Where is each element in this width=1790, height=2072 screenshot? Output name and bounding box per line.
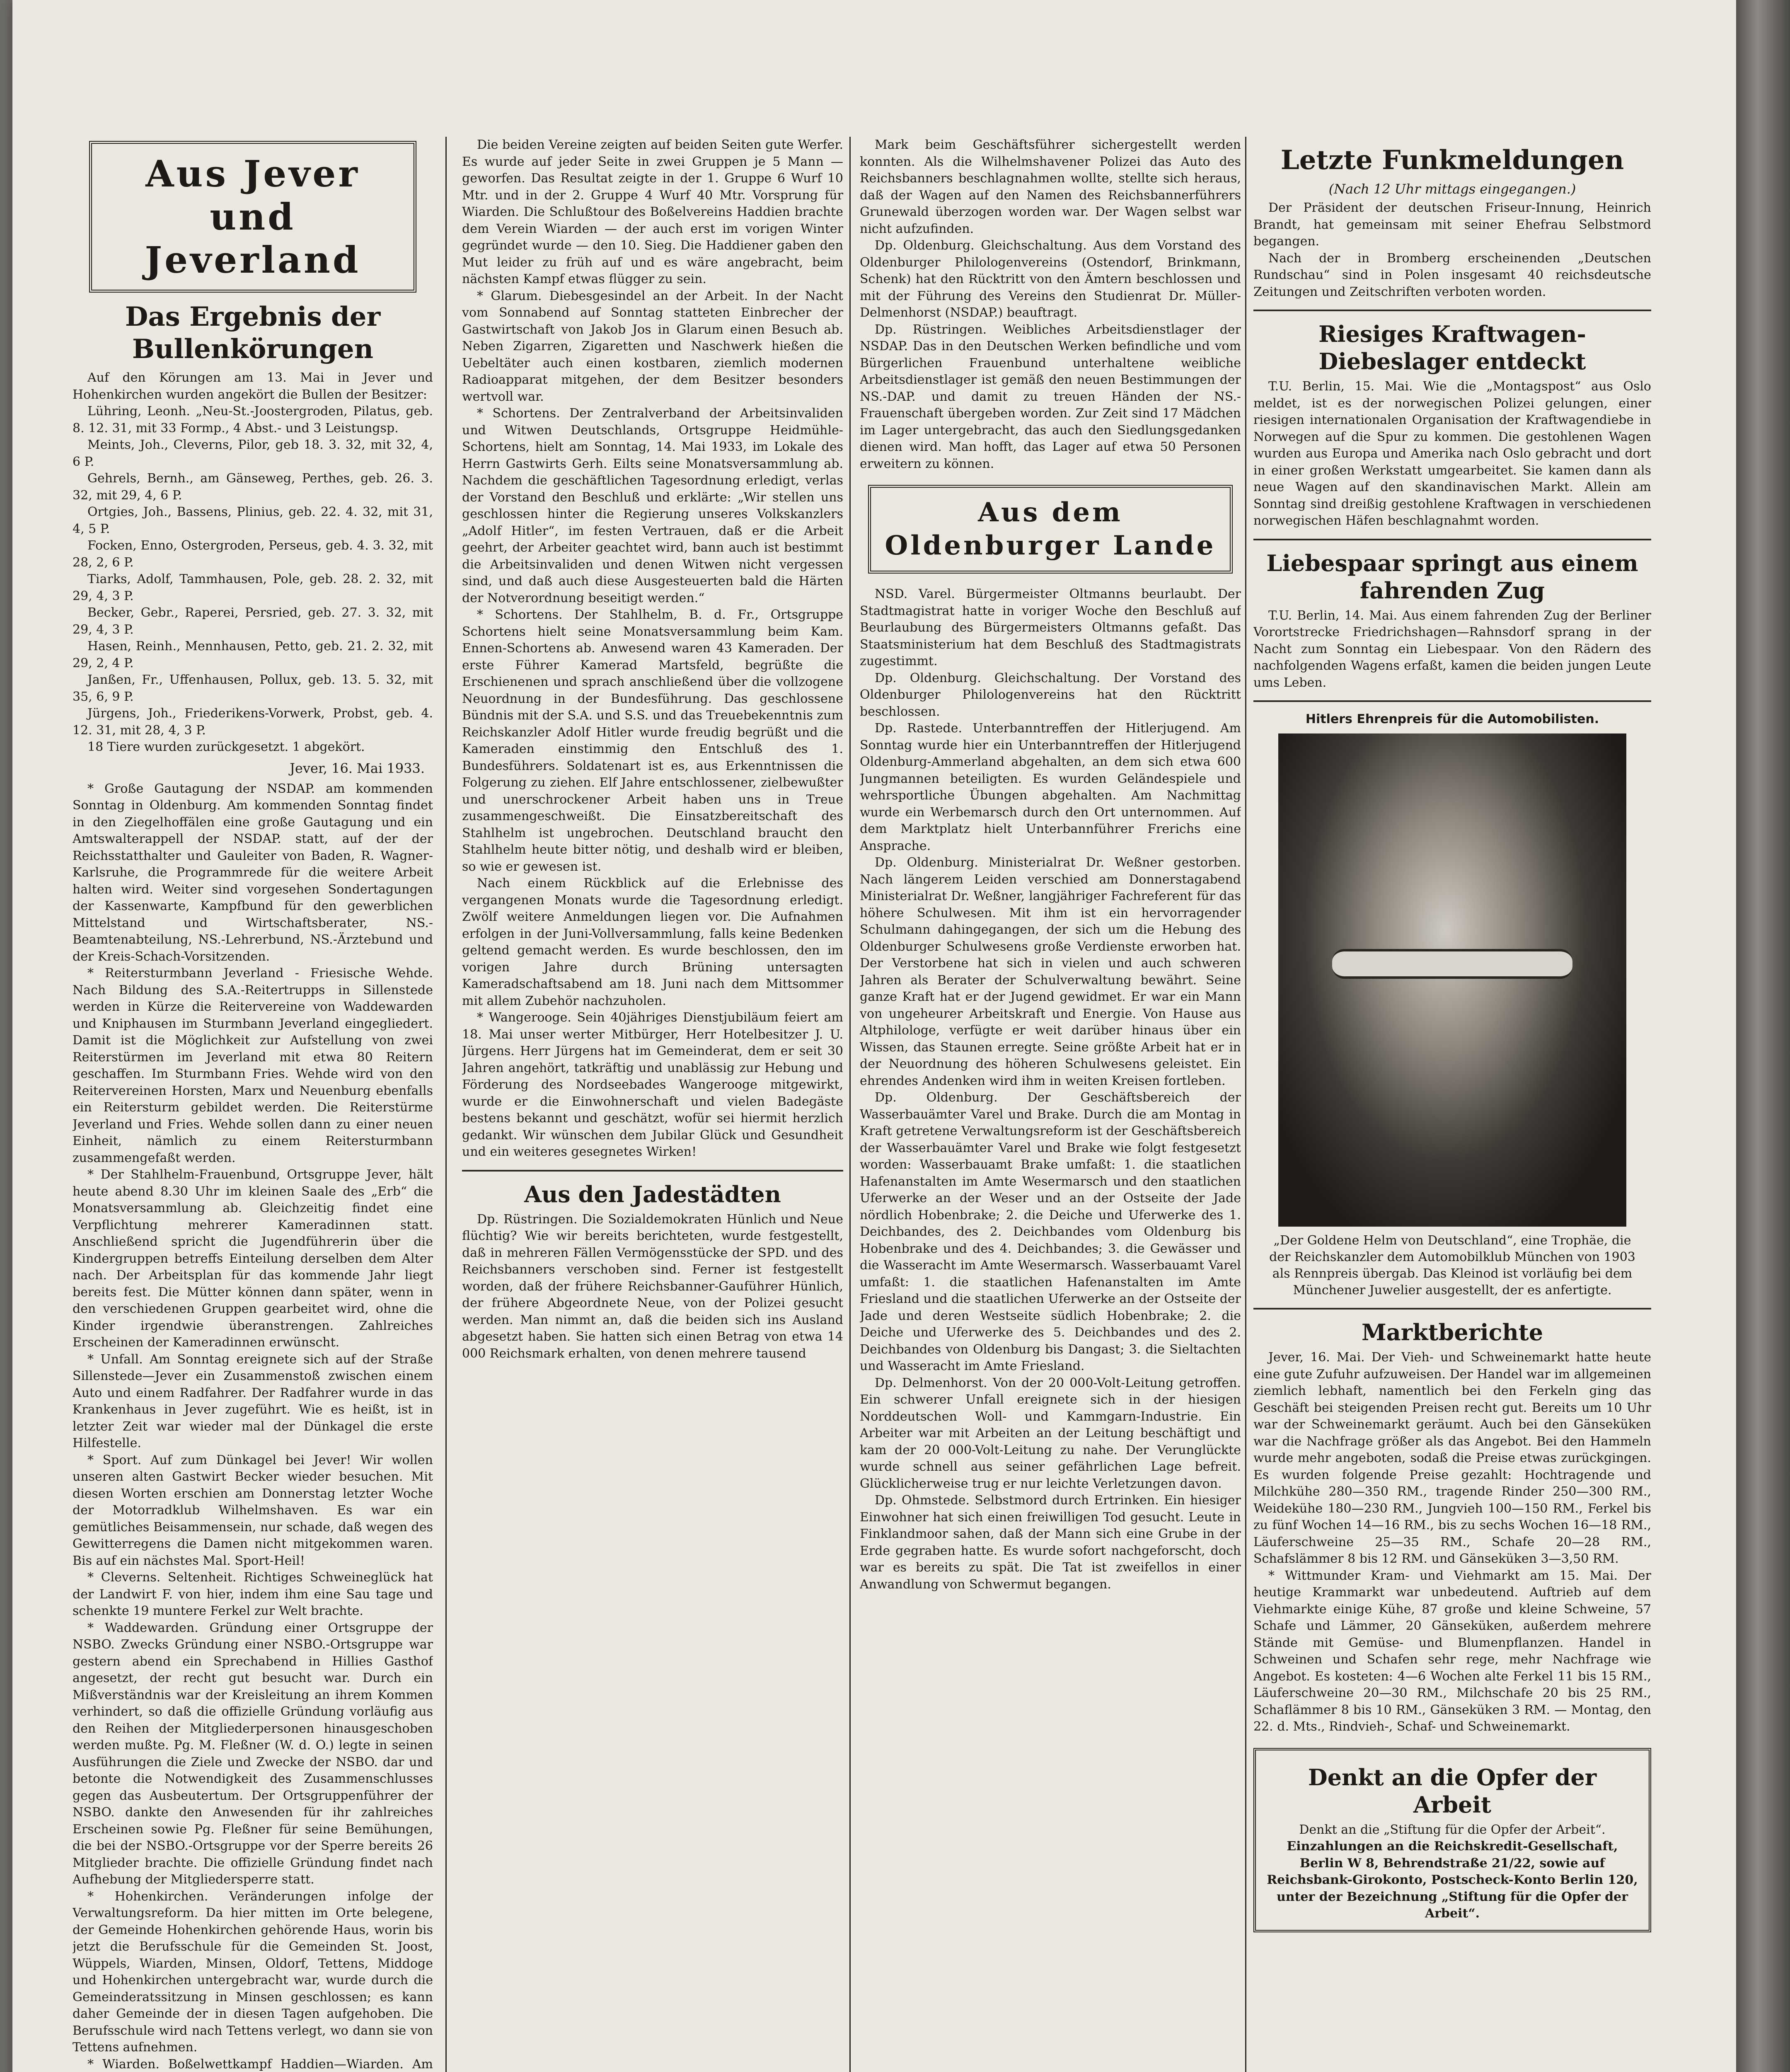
news-item: Dp. Rastede. Unterbanntreffen der Hitlerjugend. Am Sonntag wurde hier ein Unterbanntreffen der Hitlerjugend Oldenburg-Ammerland abgehalten, an dem sich etwa 600 Jungmannen beteiligten. Es wurden Geländespiele und wehrsportliche Übungen abgehalten. Am Nachmittag wurde ein Werbemarsch durch den Ort unternommen. Auf dem Marktplatz hielt Unterbannführer Frerichs eine Ansprache. <box>860 721 1241 853</box>
news-item: Dp. Rüstringen. Weibliches Arbeitsdienstlager der NSDAP. Das in den Deutschen Werken befindliche und vom Bürgerlichen Frauenbund unterhaltene weibliche Arbeitsdienstlager ist gemäß den neuen Bestimmungen der NS.-DAP. und damit zu treuen Händen der NS.-Frauenschaft übergeben worden. Zur Zeit sind 17 Mädchen im Lager untergebracht, das auch den Siedlungsgedanken dienen wird. Man hofft, das Lager auf etwa 50 Personen erweitern zu können. <box>860 322 1241 471</box>
news-item: Dp. Ohmstede. Selbstmord durch Ertrinken. Ein hiesiger Einwohner hat sich einen freiwilligen Tod gesucht. Leute in Finklandmoor sahen, daß der Mann sich eine Grube in der Erde gegraben hatte. Es wurde sofort nachgeforscht, doch war es bereits zu spät. Die Tat ist zweifellos in einer Anwandlung von Schwermut begangen. <box>860 1493 1241 1592</box>
column-3 <box>860 137 1241 1593</box>
notice-headline: Denkt an die Opfer der Arbeit <box>1308 1764 1597 1818</box>
market-item: Jever, 16. Mai. Der Vieh- und Schweinemarkt hatte heute eine gute Zufuhr aufzuweisen. Der Handel war im allgemeinen ziemlich lebhaft, namentlich bei den Ferkeln ging das Geschäft bei steigenden Preisen recht gut. Bereits um 10 Uhr war der Schweinemarkt geräumt. Auch bei den Gänseküken war die Nachfrage größer als das Angebot. Bei den Hammeln wurde mehr angeboten, sodaß die Preise etwas zurückgingen. Es wurden folgende Preise gezahlt: Hochtragende und Milchkühe 280—350 RM., tragende Rinder 250—300 RM., Weidekühe 180—230 RM., Jungvieh 100—150 RM., Ferkel bis zu fünf Wochen 14—16 RM., bis zu sechs Wochen 16—18 RM., Läuferschweine 25—35 RM., Schafe 20—28 RM., Schafslämmer 8 bis 12 RM. und Gänseküken 3—3,50 RM. <box>1253 1350 1651 1566</box>
local-news-list <box>73 781 433 2072</box>
news-item: Dp. Oldenburg. Gleichschaltung. Der Vorstand des Oldenburger Philologenvereins hat den Rücktritt beschlossen. <box>860 670 1241 719</box>
news-item: * Schortens. Der Zentralverband der Arbeitsinvaliden und Witwen Deutschlands, Ortsgruppe Heidmühle-Schortens, hielt am Sonntag, 14. Mai 1933, im Lokale des Herrn Gastwirts Gerh. Eilts seine Monatsversammlung ab. Nachdem die geschäftlichen Tagesordnung erledigt, verlas der Vorstand den Beschluß und erklärte: „Wir stellen uns geschlossen hinter die Regierung unseres Volkskanzlers „Adolf Hitler“, im festen Vertrauen, daß er die Arbeit geehrt, der Arbeiter geachtet wird, bann auch ist bestimmt die Arbeitsinvaliden und denen Witwen nicht vergessen sind, und daß auch diese Ausgesteuerten bald die Härten der Notverordnung beseitigt werden.“ <box>462 406 843 605</box>
oldenburg-news-list <box>860 586 1241 1593</box>
section-header-jever: Aus Jever und Jeverland <box>89 141 416 293</box>
news-item: Dp. Oldenburg. Der Geschäftsbereich der Wasserbauämter Varel und Brake. Durch die am Montag in Kraft getretene Verwaltungsreform ist der Geschäftsbereich der Wasserbauämter Varel und Brake wie folgt festgesetzt worden: Wasserbauamt Brake umfaßt: 1. die staatlichen Hafenanstalten im Amte Wesermarsch und den staatlichen Uferwerke an der Weser und an der Ostseite der Jade nördlich Hobenbrake; 2. die Deiche und Uferwerke des 1. Deichbandes, des 2. Deichbandes vom Oldenburg bis Hobenbrake und des 4. Deichbandes; 3. die Gewässer und die Wasseracht im Amte Wesermarsch. Wasserbauamt Varel umfaßt: 1. die staatlichen Hafenanstalten im Amte Friesland und die staatlichen Uferwerke an der Ostseite der Jade und deren Westseite südlich Hobenbrake; 2. die Deiche und Uferwerke des 5. Deichbandes und des 2. Deichbandes von Oldenburg bis Dangast; 3. die Sieltachten und Wasseracht im Amte Friesland. <box>860 1090 1241 1373</box>
notice-text: Einzahlungen an die Reichskredit-Gesellschaft, Berlin W 8, Behrendstraße 21/22, sowie auf Reichsbank-Girokonto, Postscheck-Konto Berlin 120, unter der Bezeichnung „Stiftung für die Opfer der Arbeit“. <box>1267 1839 1638 1921</box>
article-liebespaar: T.U. Berlin, 14. Mai. Aus einem fahrenden Zug der Berliner Vorortstrecke Friedrichshagen—Rahnsdorf sprang in der Nacht zum Sonntag ein Liebespaar. Von den Rädern des nachfolgenden Wagens erfaßt, kamen die beiden jungen Leute ums Leben. <box>1253 608 1651 690</box>
news-item: * Hohenkirchen. Veränderungen infolge der Verwaltungsreform. Da hier mitten im Orte belegene, der Gemeinde Hohenkirchen gehörende Haus, worin bis jetzt die Berufsschule für die Gemeinden St. Joost, Wüppels, Wiarden, Minsen, Oldorf, Tettens, Middoge und Hohenkirchen untergebracht war, wurde durch die Gemeinderatssitzung in Minsen geschlossen; es kann daher Gemeinde der in diesen Tagen aufgehoben. Die Berufsschule wird nach Tettens verlegt, wo dann sie von Tettens aufnehmen. <box>73 1889 433 2055</box>
funk-item: Nach der in Bromberg erscheinenden „Deutschen Rundschau“ sind in Polen insgesamt 40 reichsdeutsche Zeitungen und Zeitschriften verboten worden. <box>1253 251 1651 299</box>
bull-entry: Jürgens, Joh., Friederikens-Vorwerk, Probst, geb. 4. 12. 31, mit 28, 4, 3 P. <box>73 706 433 738</box>
bull-list <box>73 370 433 756</box>
market-reports <box>1253 1349 1651 1736</box>
news-item: * Waddewarden. Gründung einer Ortsgruppe der NSBO. Zwecks Gründung einer NSBO.-Ortsgruppe war gestern abend ein Sprechabend in Hillies Gasthof angesetzt, der recht gut besucht war. Durch ein Mißverständnis war der Kreisleitung an ihrem Kommen verhindert, so daß die offizielle Gründung vorläufig aus den Reihen der Mitgliederpersonen hinausgeschoben werden mußte. Pg. M. Fleßner (W. d. O.) legte in seinen Ausführungen die Ziele und Zwecke der NSBO. dar und betonte die Notwendigkeit des Zusammenschlusses gegen das Ausbeutertum. Der Ortsgruppenführer der NSBO. dankte den Anwesenden für ihr zahlreiches Erscheinen sowie Pg. Fleßner für seine Bemühungen, die bei der NSBO.-Ortsgruppe vor der Sperre bereits 26 Mitglieder brachte. Die offizielle Gründung findet nach Aufhebung der Mitgliedersperre statt. <box>73 1620 433 1887</box>
separator <box>1253 539 1651 540</box>
news-item: Dp. Oldenburg. Ministerialrat Dr. Weßner gestorben. Nach längerem Leiden verschied am Donnerstagabend Ministerialrat Dr. Weßner, langjähriger Fachreferent für das höhere Schulwesen. Mit ihm ist ein hervorragender Schulmann dahingegangen, der sich um die Hebung des Oldenburger Schulwesens große Verdienste erworben hat. Der Verstorbene hat sich in vielen und auch schweren Jahren als Berater der Schulverwaltung bewährt. Seine ganze Kraft hat er der Jugend gewidmet. Er war ein Mann von ungeheurer Arbeitskraft und Energie. Von Hause aus Altphilologe, verfügte er weit darüber hinaus über ein Wissen, das Staunen erregte. Seine größte Arbeit hat er in der Neuordnung des höheren Schulwesens geleistet. Ein ehrendes Andenken wird ihm in weiten Kreisen fortleben. <box>860 855 1241 1088</box>
news-item: * Der Stahlhelm-Frauenbund, Ortsgruppe Jever, hält heute abend 8.30 Uhr im kleinen Saale des „Erb“ die Monatsversammlung ab. Gleichzeitig findet eine Verpflichtung mehrerer Kameradinnen statt. Anschließend spricht die Jugendführerin über die Kindergruppen betreffs Einteilung derselben dem Alter nach. Der Arbeitsplan für das kommende Jahr liegt bereits fest. Die Mütter können dann später, wenn in den verschiedenen Gruppen gearbeitet wird, ohne die Kinder irgendwie überanstrengen. Zahlreiches Erscheinen der Kameradinnen erwünscht. <box>73 1167 433 1350</box>
news-item: Die beiden Vereine zeigten auf beiden Seiten gute Werfer. Es wurde auf jeder Seite in zwei Gruppen je 5 Mann — geworfen. Das Resultat zeigte in der 1. Gruppe 6 Wurf 10 Mtr. und in der 2. Gruppe 4 Wurf 40 Mtr. Vorsprung für Wiarden. Die Schlußtour des Boßelvereins Haddien brachte dem Verein Wiarden — der auch erst im vorigen Winter gegründet wurde — den 10. Sieg. Die Haddiener gaben den Mut leider zu früh auf und es wäre angebracht, beim nächsten Kampf etwas flügger zu sein. <box>462 138 843 286</box>
news-item: Mark beim Geschäftsführer sichergestellt werden konnten. Als die Wilhelmshavener Polizei das Auto des Reichsbanners beschlagnahmen wollte, stellte sich heraus, daß der Wagen auf den Namen des Reichsbannerführers Grunewald überzogen worden war. Der Wagen selbst war nicht aufzufinden. <box>860 138 1241 236</box>
separator <box>1253 700 1651 702</box>
jade-news-list <box>462 1211 843 1363</box>
headline-marktberichte: Marktberichte <box>1361 1319 1543 1346</box>
column-rule <box>445 137 447 2072</box>
helmet-photo <box>1278 733 1626 1227</box>
news-item: Dp. Oldenburg. Gleichschaltung. Aus dem Vorstand des Oldenburger Philologenvereins (Ostendorf, Brinkmann, Schenk) hat den Rücktritt von den Ämtern beschlossen und mit der Führung des Vereins den Studienrat Dr. Müller-Delmenhorst (NSDAP.) beauftragt. <box>860 238 1241 320</box>
news-item: * Unfall. Am Sonntag ereignete sich auf der Straße Sillenstede—Jever ein Zusammenstoß zwischen einem Auto und einem Radfahrer. Der Radfahrer wurde in das Krankenhaus in Jever zugeführt. Wie es heißt, ist in letzter Zeit war wieder mal der Dünkagel die erste Hilfestelle. <box>73 1352 433 1450</box>
bull-entry: Hasen, Reinh., Mennhausen, Petto, geb. 21. 2. 32, mit 29, 2, 4 P. <box>73 639 433 670</box>
headline-jadestaedte: Aus den Jadestädten <box>524 1181 781 1208</box>
bull-entry: Ortgies, Joh., Bassens, Plinius, geb. 22. 4. 32, mit 31, 4, 5 P. <box>73 505 433 536</box>
bull-entry: Lühring, Leonh. „Neu-St.-Joostergroden, Pilatus, geb. 8. 12. 31, mit 33 Formp., 4 Abst.- und 3 Leistungsp. <box>73 404 433 436</box>
market-item: * Wittmunder Kram- und Viehmarkt am 15. Mai. Der heutige Krammarkt war unbedeutend. Auftrieb auf dem Viehmarkte einige Kühe, 87 große und kleine Schweine, 57 Schafe und Lämmer, 20 Gänseküken, außerdem mehrere Stände mit Gemüse- und Blumenpflanzen. Handel in Schweinen und Schafen sehr rege, mehr Nachfrage wie Angebot. Es kosteten: 4—6 Wochen alte Ferkel 11 bis 15 RM., Läuferschweine 20—30 RM., Milchschafe 20 bis 25 RM., Schaflämmer 8 bis 10 RM., Gänseküken 3 RM. — Montag, den 22. d. Mts., Rindvieh-, Schaf- und Schweinemarkt. <box>1253 1568 1651 1734</box>
news-item: Nach einem Rückblick auf die Erlebnisse des vergangenen Monats wurde die Tagesordnung erledigt. Zwölf weitere Anmeldungen liegen vor. Die Aufnahmen erfolgen in der Juni-Vollversammlung, falls keine Bedenken geltend gemacht werden. Es wurde beschlossen, den im vorigen Jahre durch Brüning untersagten Kameradschaftsabend am 18. Juni nach dem Mittsommer mit allem Zubehör nachzuholen. <box>462 876 843 1008</box>
news-item: NSD. Varel. Bürgermeister Oltmanns beurlaubt. Der Stadtmagistrat hatte in voriger Woche den Beschluß auf Beurlaubung des Bürgermeisters Oltmanns gefaßt. Das Staatsministerium hat dem Beschluß des Stadtmagistrats zugestimmt. <box>860 587 1241 668</box>
news-item: * Cleverns. Seltenheit. Richtiges Schweineglück hat der Landwirt F. von hier, indem ihm eine Sau tage und schenkte 19 muntere Ferkel zur Welt brachte. <box>73 1570 433 1618</box>
news-item: * Reitersturmbann Jeverland - Friesische Wehde. Nach Bildung des S.A.-Reitertrupps in Sillenstede werden in Kürze die Reitervereine von Waddewarden und Kniphausen im Sturmbann Jeverland eingegliedert. Damit ist die Möglichkeit zur Aufstellung von zwei Reiterstürmen im Jeverland mit etwa 80 Reitern geschaffen. Im Sturmbann Fries. Wehde wird von den Reitervereinen Horsten, Marx und Neuenburg ebenfalls ein Reitersturm gebildet werden. Die Reiterstürme Jeverland und Fries. Wehde sollen dann zu einer neuen Einheit, nämlich zu einem Reitersturmbann zusammengefaßt werden. <box>73 966 433 1165</box>
separator <box>462 1170 843 1172</box>
bull-entry: Becker, Gebr., Raperei, Persried, geb. 27. 3. 32, mit 29, 4, 3 P. <box>73 605 433 637</box>
news-list <box>860 137 1241 472</box>
separator <box>1253 310 1651 311</box>
local-news-list <box>462 137 843 1161</box>
bull-entry: Tiarks, Adolf, Tammhausen, Pole, geb. 28. 2. 32, mit 29, 4, 3 P. <box>73 572 433 603</box>
column-1 <box>73 137 433 2072</box>
column-rule <box>849 137 851 2072</box>
funk-item: Der Präsident der deutschen Friseur-Innung, Heinrich Brandt, hat gemeinsam mit seiner Ehefrau Selbstmord begangen. <box>1253 201 1651 249</box>
headline-kraftwagen: Riesiges Kraftwagen-Diebeslager entdeckt <box>1318 321 1586 375</box>
funk-note: (Nach 12 Uhr mittags eingegangen.) <box>1328 181 1576 197</box>
news-item: * Glarum. Diebesgesindel an der Arbeit. In der Nacht vom Sonnabend auf Sonntag statteten Einbrecher der Gastwirtschaft von Jakob Jos in Glarum einen Besuch ab. Neben Zigarren, Zigaretten und Naschwerk hießen die Uebeltäter auch einen kostbaren, ziemlich modernen Radioapparat mitgehen, der dem Besitzer besonders wertvoll war. <box>462 288 843 404</box>
bull-entry: Janßen, Fr., Uffenhausen, Pollux, geb. 13. 5. 32, mit 35, 6, 9 P. <box>73 673 433 704</box>
separator <box>1253 1308 1651 1310</box>
bull-entry: 18 Tiere wurden zurückgesetzt. 1 abgekört. <box>87 740 365 754</box>
news-item: * Sport. Auf zum Dünkagel bei Jever! Wir wollen unseren alten Gastwirt Becker wieder besuchen. Mit diesen Worten erschien am Donnerstag letzter Woche der Motorradklub Wilhelmshaven. Es war ein gemütliches Beisammensein, nur schade, daß wegen des Gewitterregens die Damen nicht mitgekommen waren. Bis auf ein nächstes Mal. Sport-Heil! <box>73 1452 433 1568</box>
bull-entry: Gehrels, Bernh., am Gänseweg, Perthes, geb. 26. 3. 32, mit 29, 4, 6 P. <box>73 471 433 503</box>
photo-caption: „Der Goldene Helm von Deutschland“, eine Trophäe, die der Reichskanzler dem Automobilklub München von 1903 als Rennpreis übergab. Das Kleinod ist vorläufig bei dem Münchener Juwelier ausgestellt, der es anfertigte. <box>1269 1233 1635 1297</box>
headline-funkmeldungen: Letzte Funkmeldungen <box>1280 145 1624 176</box>
news-item: * Wiarden. Boßelwettkampf Haddien—Wiarden. Am <box>87 2057 433 2072</box>
news-item: * Schortens. Der Stahlhelm, B. d. Fr., Ortsgruppe Schortens hielt seine Monatsversammlung beim Kam. Ennen-Schortens ab. Anwesend waren 43 Kameraden. Der erste Führer Kamerad Martsfeld, begrüßte die Erschienenen und sprach anschließend über die vollzogene Neuordnung in der Bundesführung. Das geschlossene Bündnis mit der S.A. und S.S. und das Treuebekenntnis zum Reichskanzler Adolf Hitler wurde freudig begrüßt und die Kameraden einstimmig den Entschluß des 1. Bundesführers. Soldatenart ist es, aus Erkenntnissen die Folgerung zu ziehen. Elf Jahre entschlossener, zielbewußter und unerschrockener Arbeit haben uns in Treue zusammengeschweißt. Die Einsatzbereitschaft des Stahlhelm ist ungebrochen. Deutschland braucht den Stahlhelm heute bitter nötig, und deshalb wird er bleiben, so wie er gewesen ist. <box>462 608 843 874</box>
section-header-oldenburg: Aus dem Oldenburger Lande <box>868 485 1233 574</box>
notice-subline: Denkt an die „Stiftung für die Opfer der Arbeit“. <box>1299 1822 1606 1837</box>
headline-liebespaar: Liebespaar springt aus einem fahrenden Zug <box>1266 549 1638 604</box>
newspaper-page <box>12 0 1736 2072</box>
notice-box <box>1253 1748 1651 1932</box>
news-item: Dp. Rüstringen. Die Sozialdemokraten Hünlich und Neue flüchtig? Wie wir bereits berichteten, wurde festgestellt, daß in mehreren Fällen Vermögensstücke der SPD. und des Reichsbanners verschoben sind. Ferner ist festgestellt worden, daß der frühere Reichsbanner-Gauführer Hünlich, der frühere Abgeordnete Neue, von der Polizei gesucht werden. Man nimmt an, daß die beiden sich ins Ausland abgesetzt haben. Sie hatten sich einen Betrag von etwa 14 000 Reichsmark erhalten, von denen mehrere tausend <box>462 1212 843 1361</box>
bull-entry: Auf den Körungen am 13. Mai in Jever und Hohenkirchen wurden angekört die Bullen der Besitzer: <box>73 370 433 402</box>
news-item: * Wangerooge. Sein 40jähriges Dienstjubiläum feiert am 18. Mai unser werter Mitbürger, Herr Hotelbesitzer J. U. Jürgens. Herr Jürgens hat im Gemeinderat, dem er seit 30 Jahren angehört, tatkräftig und unablässig zur Hebung und Förderung des Nordseebades Wangerooge mitgewirkt, wurde er die Einwohnerschaft und vielen Badegäste bestens bekannt und geschätzt, wofür sei hiermit herzlich gedankt. Wir wünschen dem Jubilar Glück und Gesundheit und ein weiteres gesegnetes Wirken! <box>462 1010 843 1159</box>
headline-bullenkoerungen: Das Ergebnis der Bullenkörungen <box>125 301 381 365</box>
dateline: Jever, 16. Mai 1933. <box>290 760 425 776</box>
helmet-band <box>1332 949 1572 979</box>
funk-news-list <box>1253 200 1651 300</box>
article-kraftwagen: T.U. Berlin, 15. Mai. Wie die „Montagspost“ aus Oslo meldet, ist es der norwegischen Polizei gelungen, einer riesigen internationalen Organisation der Kraftwagendiebe in Norwegen auf die Spur zu kommen. Die gestohlenen Wagen wurden aus Europa und Amerika nach Oslo gebracht und dort in einer großen Werkstatt umgearbeitet. Sie kamen dann als neue Wagen auf den skandinavischen Markt. Allein am Sonntag sind dreißig gestohlene Kraftwagen in verschiedenen norwegischen Häfen beschlagnahmt worden. <box>1253 379 1651 528</box>
column-rule <box>1245 137 1246 2072</box>
news-item: Dp. Delmenhorst. Von der 20 000-Volt-Leitung getroffen. Ein schwerer Unfall ereignete sich in der hiesigen Norddeutschen Woll- und Kammgarn-Industrie. Ein Arbeiter war mit Arbeiten an der Leitung beschäftigt und kam der 20 000-Volt-Leitung zu nahe. Der Verunglückte wurde schnell aus seiner gefährlichen Lage befreit. Glücklicherweise trug er nur leichte Verletzungen davon. <box>860 1375 1241 1491</box>
binding-edge <box>1736 0 1790 2072</box>
bull-entry: Meints, Joh., Cleverns, Pilor, geb 18. 3. 32, mit 32, 4, 6 P. <box>73 438 433 469</box>
news-item: * Große Gautagung der NSDAP. am kommenden Sonntag in Oldenburg. Am kommenden Sonntag findet in den Ziegelhoffälen eine große Gautagung und ein Amtswalterappell der NSDAP. statt, auf der der Reichsstatthalter und Gauleiter von Baden, R. Wagner-Karlsruhe, die Programmrede für die weitere Arbeit halten wird. Weiter sind vorgesehen Sondertagungen der Kassenwarte, Kampfbund für den gewerblichen Mittelstand und Wirtschaftsberater, NS.-Beamtenabteilung, NS.-Lehrerbund, NS.-Ärztebund und der Kreis-Schach-Vorsitzenden. <box>73 781 433 964</box>
column-4 <box>1253 137 1651 1932</box>
column-2 <box>462 137 843 1362</box>
bull-entry: Focken, Enno, Ostergroden, Perseus, geb. 4. 3. 32, mit 28, 2, 6 P. <box>73 538 433 570</box>
photo-title: Hitlers Ehrenpreis für die Automobilisten. <box>1305 712 1599 726</box>
